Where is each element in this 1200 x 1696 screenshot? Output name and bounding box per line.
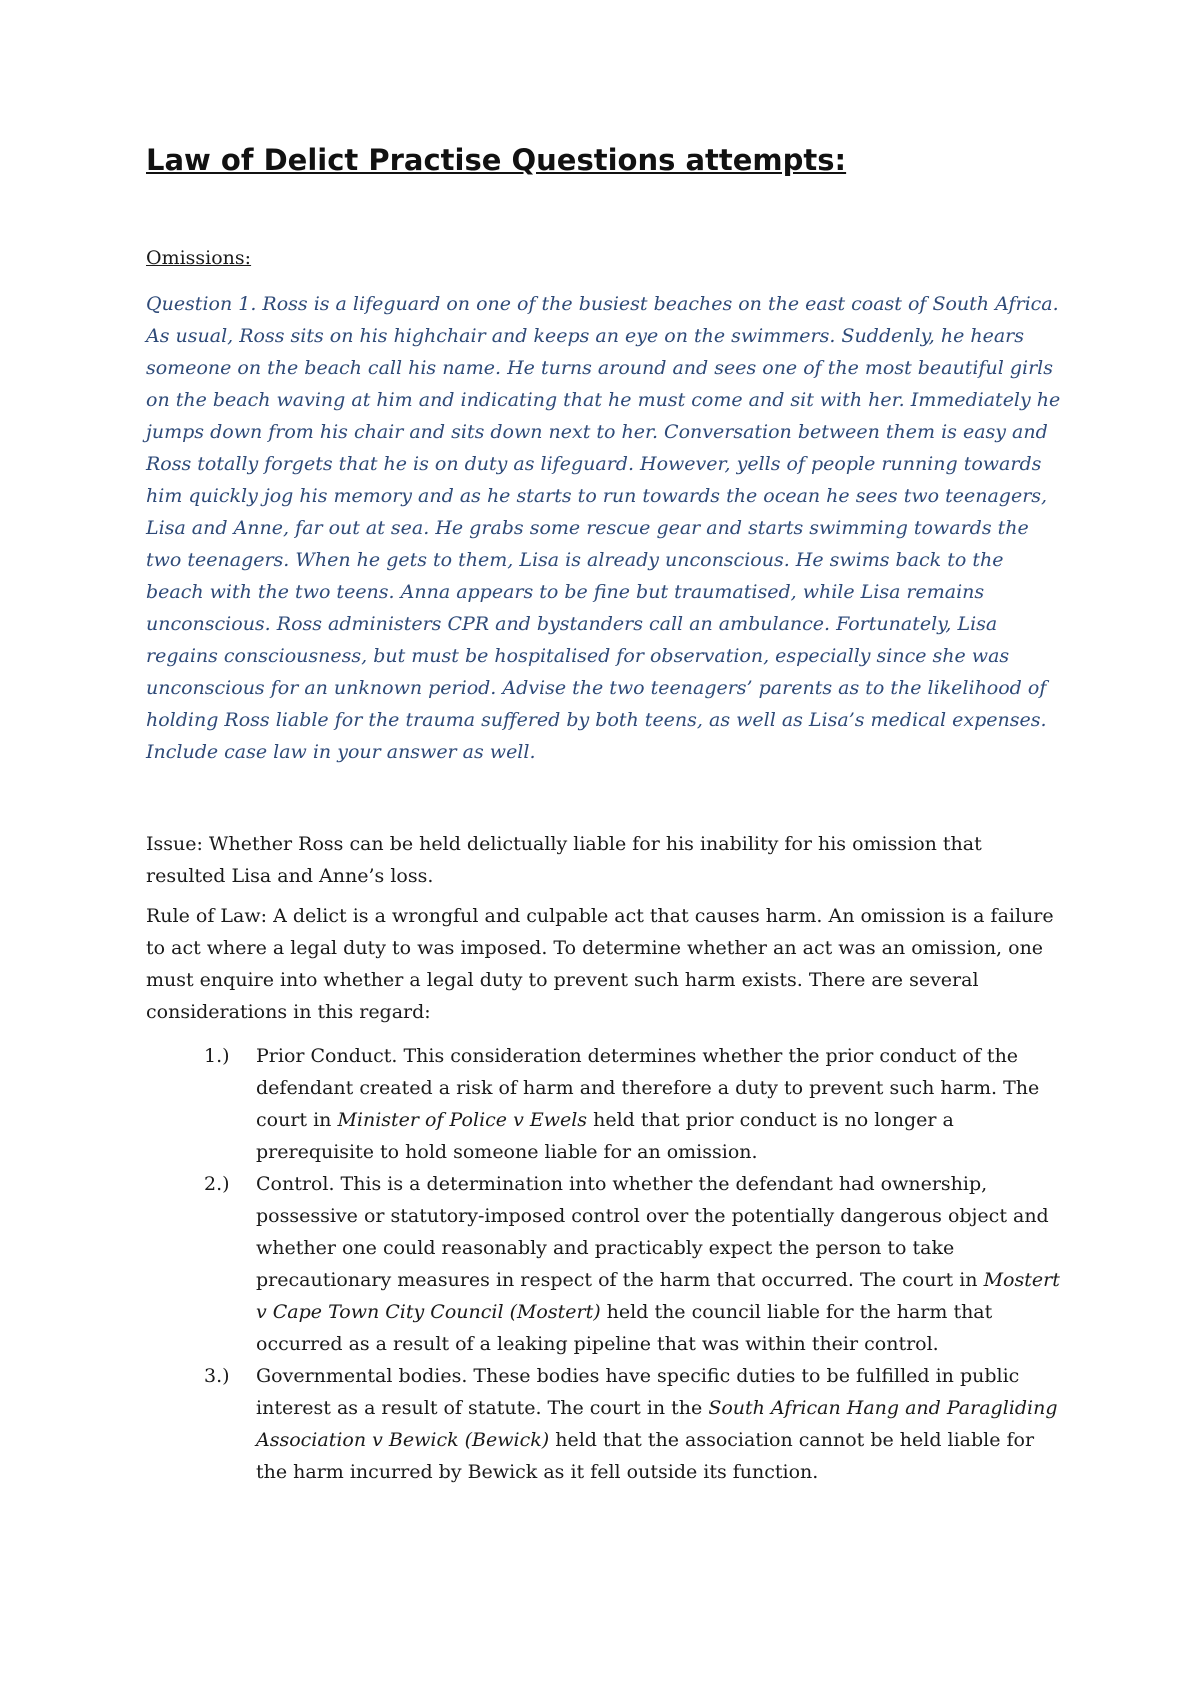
- question-paragraph: Question 1. Ross is a lifeguard on one of the busiest beaches on the east coast of South Africa. As usual, Ross sits on his highchair and keeps an eye on the swimmers. Suddenly, he hears someone on the beach call his name. He turns around and sees one of the most beautiful girls on the beach waving at him and indicating that he must come and sit with her. Immediately he jumps down from his chair and sits down next to her. Conversation between them is easy and Ross totally forgets that he is on duty as lifeguard. However, yells of people running towards him quickly jog his memory and as he starts to run towards the ocean he sees two teenagers, Lisa and Anne, far out at sea. He grabs some rescue gear and starts swimming towards the two teenagers. When he gets to them, Lisa is already unconscious. He swims back to the beach with the two teens. Anna appears to be fine but traumatised, while Lisa remains unconscious. Ross administers CPR and bystanders call an ambulance. Fortunately, Lisa regains consciousness, but must be hospitalised for observation, especially since she was unconscious for an unknown period. Advise the two teenagers’ parents as to the likelihood of holding Ross liable for the trauma suffered by both teens, as well as Lisa’s medical expenses. Include case law in your answer as well.: [146, 293, 1061, 763]
- case-citation: South African Hang and Paragliding Association v Bewick (Bewick): [256, 1397, 1058, 1451]
- list-item: [146, 1040, 1066, 1168]
- list-item-number: 3.): [204, 1365, 230, 1387]
- list-item-text: Control. This is a determination into whether the defendant had ownership, possessive or statutory-imposed control over the potentially dangerous object and whether one could reasonably and practicably expect the person to take precautionary measures in respect of the harm that occurred. The court in: [256, 1173, 1049, 1291]
- list-item: [146, 1168, 1066, 1360]
- list-item: [146, 1360, 1066, 1488]
- case-citation: Mostert v Cape Town City Council (Mostert): [256, 1269, 1060, 1323]
- list-item-text: held that prior conduct is no longer a prerequisite to hold someone liable for an omission.: [256, 1109, 954, 1163]
- list-item-number: 2.): [204, 1173, 230, 1195]
- list-item-text: Governmental bodies. These bodies have specific duties to be fulfilled in public interest as a result of statute. The court in the: [256, 1365, 1020, 1419]
- list-item-text: held the council liable for the harm that occurred as a result of a leaking pipeline that was within their control.: [256, 1301, 993, 1355]
- rule-of-law-paragraph: Rule of Law: A delict is a wrongful and culpable act that causes harm. An omission is a failure to act where a legal duty to was imposed. To determine whether an act was an omission, one must enquire into whether a legal duty to prevent such harm exists. There are several considerations in this regard:: [146, 905, 1054, 1023]
- section-heading-omissions: Omissions:: [146, 247, 252, 269]
- list-item-number: 1.): [204, 1045, 230, 1067]
- issue-paragraph: Issue: Whether Ross can be held delictually liable for his inability for his omission that resulted Lisa and Anne’s loss.: [146, 833, 982, 887]
- list-item-text: Prior Conduct. This consideration determines whether the prior conduct of the defendant created a risk of harm and therefore a duty to prevent such harm. The court in: [256, 1045, 1040, 1131]
- list-item-text: held that the association cannot be held liable for the harm incurred by Bewick as it fell outside its function.: [256, 1429, 1035, 1483]
- document-title: Law of Delict Practise Questions attempts:: [146, 143, 847, 177]
- document-body: [146, 140, 1066, 1488]
- considerations-list: [146, 1040, 1066, 1488]
- case-citation: Minister of Police v Ewels: [337, 1109, 588, 1131]
